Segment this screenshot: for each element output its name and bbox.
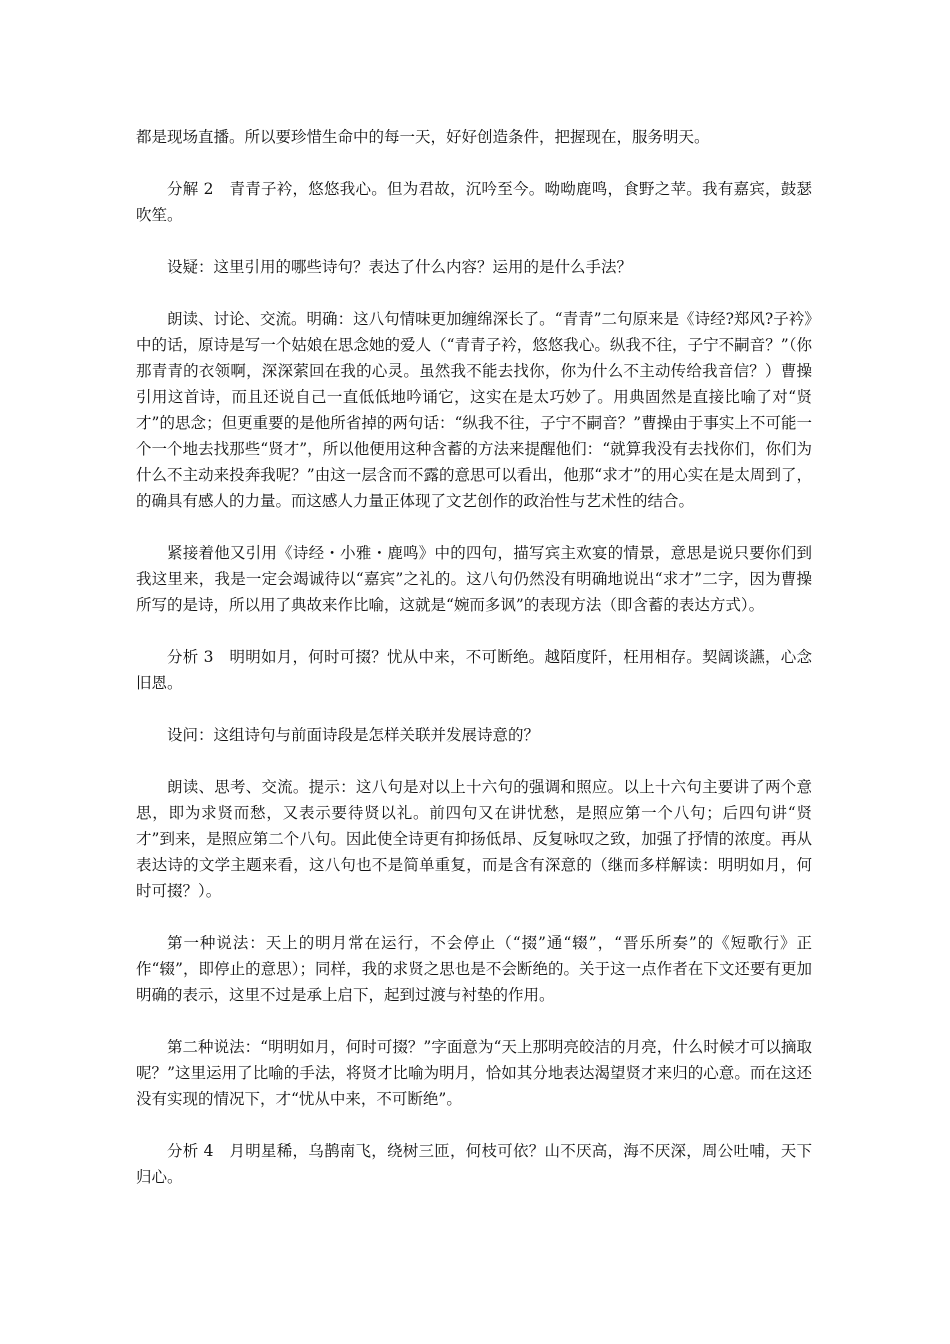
paragraph-discussion-3: 朗读、思考、交流。提示：这八句是对以上十六句的强调和照应。以上十六句主要讲了两个意思，即为求贤而愁，又表示要待贤以礼。前四句又在讲忧愁，是照应第一个八句；后四句讲“贤才”到来，是照应第二个八句。因此使全诗更有抑扬低昂、反复咏叹之致，加强了抒情的浓度。再从表达诗的文学主题来看，这八句也不是简单重复，而是含有深意的（继而多样解读：明明如月，何时可掇？）。 — [136, 778, 812, 900]
paragraph-discussion-2: 紧接着他又引用《诗经・小雅・鹿鸣》中的四句，描写宾主欢宴的情景，意思是说只要你们到我这里来，我是一定会竭诚待以“嘉宾”之礼的。这八句仍然没有明确地说出“求才”二字，因为曹操所写的是诗，所以用了典故来作比喻，这就是“婉而多讽”的表现方法（即含蓄的表达方式）。 — [136, 544, 812, 614]
paragraph-continuation: 都是现场直播。所以要珍惜生命中的每一天，好好创造条件，把握现在，服务明天。 — [136, 128, 710, 146]
paragraph-question-1: 设疑：这里引用的哪些诗句？表达了什么内容？运用的是什么手法？ — [167, 258, 633, 276]
paragraph-analysis-2: 分解 2 青青子衿，悠悠我心。但为君故，沉吟至今。呦呦鹿鸣，食野之苹。我有嘉宾，鼓瑟吹笙。 — [136, 180, 812, 224]
paragraph-discussion-1: 朗读、讨论、交流。明确：这八句情味更加缠绵深长了。“青青”二句原来是《诗经?郑风?子衿》中的话，原诗是写一个姑娘在思念她的爱人（“青青子衿，悠悠我心。纵我不往，子宁不嗣音？”（你那青青的衣领啊，深深萦回在我的心灵。虽然我不能去找你，你为什么不主动传给我音信？）曹操引用这首诗，而且还说自己一直低低地吟诵它，这实在是太巧妙了。用典固然是直接比喻了对“贤才”的思念；但更重要的是他所省掉的两句话：“纵我不往，子宁不嗣音？”曹操由于事实上不可能一个一个地去找那些“贤才”，所以他便用这种含蓄的方法来提醒他们：“就算我没有去找你们，你们为什么不主动来投奔我呢？”由这一层含而不露的意思可以看出，他那“求才”的用心实在是太周到了，的确具有感人的力量。而这感人力量正体现了文艺创作的政治性与艺术性的结合。 — [136, 310, 812, 510]
paragraph-analysis-4: 分析 4 月明星稀，乌鹊南飞，绕树三匝，何枝可依？山不厌高，海不厌深，周公吐哺，天下归心。 — [136, 1142, 812, 1186]
paragraph-question-2: 设问：这组诗句与前面诗段是怎样关联并发展诗意的？ — [167, 726, 540, 744]
document-page — [136, 124, 812, 1216]
paragraph-interpretation-2: 第二种说法：“明明如月，何时可掇？”字面意为“天上那明亮皎洁的月亮，什么时候才可以摘取呢？”这里运用了比喻的手法，将贤才比喻为明月，恰如其分地表达渴望贤才来归的心意。而在这还没有实现的情况下，才“忧从中来，不可断绝”。 — [136, 1038, 812, 1108]
paragraph-interpretation-1: 第一种说法：天上的明月常在运行，不会停止（“掇”通“辍”，“晋乐所奏”的《短歌行》正作“辍”，即停止的意思）；同样，我的求贤之思也是不会断绝的。关于这一点作者在下文还要有更加明确的表示，这里不过是承上启下，起到过渡与衬垫的作用。 — [136, 934, 812, 1004]
paragraph-analysis-3: 分析 3 明明如月，何时可掇？忧从中来，不可断绝。越陌度阡，枉用相存。契阔谈讌，心念旧恩。 — [136, 648, 812, 692]
